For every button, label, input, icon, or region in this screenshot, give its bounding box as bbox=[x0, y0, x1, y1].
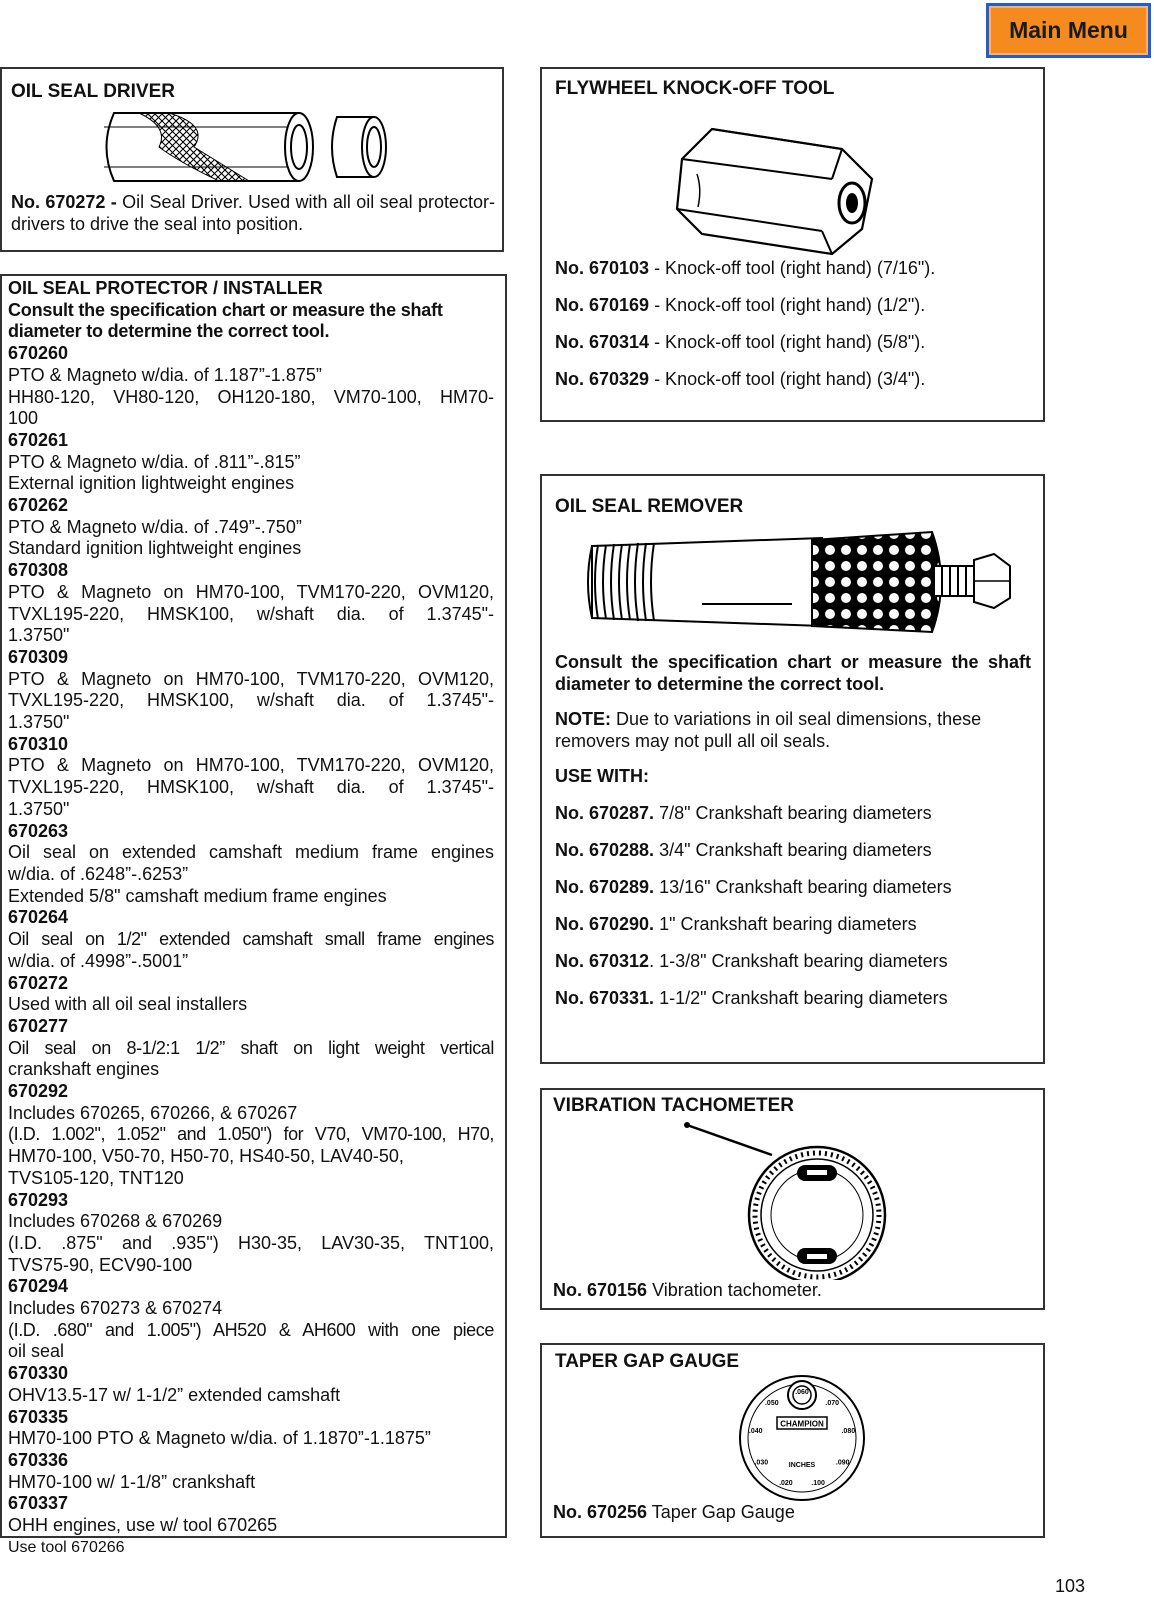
remover-use-with: USE WITH: bbox=[555, 765, 649, 786]
vibration-part-no: No. 670156 bbox=[553, 1280, 648, 1300]
protector-part-number: 670293 bbox=[8, 1189, 69, 1210]
protector-entry-line: 1.3750" bbox=[8, 798, 70, 819]
taper-text: Taper Gap Gauge bbox=[647, 1502, 795, 1522]
remover-note bbox=[555, 709, 1031, 752]
oil-seal-remover-panel bbox=[540, 474, 1045, 1064]
protector-entry-line: (I.D. 1.002", 1.052" and 1.050") for V70, VM70-100, H70, bbox=[8, 1124, 494, 1145]
flywheel-part-no: No. 670169 bbox=[555, 295, 650, 315]
protector-part-number: 670261 bbox=[8, 429, 69, 450]
taper-scale-label: .070 bbox=[825, 1400, 840, 1407]
protector-part-number: 670330 bbox=[8, 1363, 69, 1384]
protector-entry-line: PTO & Magneto w/dia. of .749”-.750” bbox=[8, 516, 302, 537]
protector-entry-line: PTO & Magneto w/dia. of .811”-.815” bbox=[8, 451, 301, 472]
protector-part-number: 670336 bbox=[8, 1449, 69, 1470]
protector-entry-line: HM70-100 PTO & Magneto w/dia. of 1.1870”-1.1875” bbox=[8, 1428, 431, 1449]
main-menu-button[interactable]: Main Menu bbox=[986, 3, 1151, 58]
protector-entry-line: TVXL195-220, HMSK100, w/shaft dia. of 1.3745"- bbox=[8, 603, 494, 624]
flywheel-part-no: No. 670103 bbox=[555, 258, 650, 278]
remover-part-no: No. 670288. bbox=[555, 839, 655, 860]
protector-entry-line: w/dia. of .6248”-.6253” bbox=[8, 863, 189, 884]
protector-entry-line: Used with all oil seal installers bbox=[8, 994, 248, 1015]
taper-part-no: No. 670256 bbox=[553, 1502, 648, 1522]
taper-title: TAPER GAP GAUGE bbox=[555, 1351, 740, 1372]
oil-seal-protector-panel bbox=[0, 274, 507, 1556]
remover-items-list bbox=[555, 802, 1031, 1009]
remover-note-text: Due to variations in oil seal dimensions, these removers may not pull all oil seals. bbox=[555, 709, 982, 752]
protector-entry-line: TVXL195-220, HMSK100, w/shaft dia. of 1.3745"- bbox=[8, 777, 494, 798]
flywheel-items-list bbox=[555, 257, 1035, 405]
remover-item-text: 1" Crankshaft bearing diameters bbox=[654, 913, 917, 934]
remover-part-no: No. 670312 bbox=[555, 950, 650, 971]
remover-body bbox=[555, 652, 1031, 1024]
flywheel-item-text: - Knock-off tool (right hand) (3/4"). bbox=[649, 369, 926, 389]
protector-entry-line: HH80-120, VH80-120, OH120-180, VM70-100, HM70- bbox=[8, 386, 494, 407]
taper-scale-label: .040 bbox=[748, 1427, 763, 1435]
protector-part-number: 670335 bbox=[8, 1406, 69, 1427]
taper-gap-gauge-panel bbox=[540, 1343, 1045, 1538]
protector-entry-line: Extended 5/8" camshaft medium frame engines bbox=[8, 885, 387, 906]
taper-scale-label: .080 bbox=[841, 1427, 856, 1435]
protector-part-number: 670308 bbox=[8, 560, 69, 581]
flywheel-item bbox=[555, 331, 1035, 353]
vibration-tachometer-panel bbox=[540, 1088, 1045, 1310]
flywheel-item bbox=[555, 368, 1035, 390]
protector-entry-line: OHH engines, use w/ tool 670265 bbox=[8, 1515, 278, 1536]
vibration-caption bbox=[553, 1280, 822, 1302]
protector-entry-line: OHV13.5-17 w/ 1-1/2” extended camshaft bbox=[8, 1384, 341, 1405]
protector-entry-line: TVS105-120, TNT120 bbox=[8, 1167, 184, 1188]
remover-part-no: No. 670331. bbox=[555, 987, 655, 1008]
protector-entry-line: Includes 670268 & 670269 bbox=[8, 1211, 223, 1232]
remover-part-no: No. 670289. bbox=[555, 876, 655, 897]
protector-entries-list bbox=[8, 343, 494, 1537]
protector-part-number: 670277 bbox=[8, 1015, 69, 1036]
protector-part-number: 670309 bbox=[8, 646, 69, 667]
remover-consult: Consult the specification chart or measure the shaft diameter to determine the correct tool. bbox=[555, 652, 1031, 694]
flywheel-knockoff-illustration bbox=[672, 119, 892, 259]
remover-note-label: NOTE: bbox=[555, 709, 611, 730]
remover-part-no: No. 670287. bbox=[555, 802, 655, 823]
flywheel-item-text: - Knock-off tool (right hand) (7/16"). bbox=[649, 258, 936, 278]
protector-subtitle: Consult the specification chart or measure the shaft diameter to determine the correct tool. bbox=[8, 299, 443, 342]
remover-item-text: 1-1/2" Crankshaft bearing diameters bbox=[654, 987, 948, 1008]
oil-seal-driver-illustration bbox=[99, 107, 399, 187]
remover-part-no: No. 670290. bbox=[555, 913, 655, 934]
oil-seal-driver-text: Oil Seal Driver. Used with all oil seal protector-drivers to drive the seal into position. bbox=[11, 192, 495, 234]
protector-entry-line: crankshaft engines bbox=[8, 1059, 160, 1080]
protector-entry-line: External ignition lightweight engines bbox=[8, 473, 295, 494]
protector-part-number: 670272 bbox=[8, 972, 69, 993]
protector-part-number: 670264 bbox=[8, 907, 69, 928]
protector-part-number: 670292 bbox=[8, 1081, 69, 1102]
protector-entry-line: oil seal bbox=[8, 1341, 65, 1362]
taper-gap-gauge-illustration bbox=[732, 1373, 872, 1503]
flywheel-knockoff-panel bbox=[540, 67, 1045, 422]
remover-item-text: 7/8" Crankshaft bearing diameters bbox=[654, 802, 932, 823]
taper-caption bbox=[553, 1502, 795, 1524]
oil-seal-driver-title: OIL SEAL DRIVER bbox=[11, 81, 175, 102]
flywheel-part-no: No. 670329 bbox=[555, 369, 650, 389]
protector-entry-line: 100 bbox=[8, 408, 39, 429]
remover-title: OIL SEAL REMOVER bbox=[555, 496, 744, 517]
protector-entry-line: PTO & Magneto on HM70-100, TVM170-220, OVM120, bbox=[8, 581, 494, 602]
oil-seal-driver-part-no: No. 670272 - bbox=[11, 192, 117, 212]
protector-part-number: 670310 bbox=[8, 733, 69, 754]
protector-entry-line: (I.D. .875" and .935") H30-35, LAV30-35, TNT100, bbox=[8, 1232, 494, 1253]
flywheel-title: FLYWHEEL KNOCK-OFF TOOL bbox=[555, 78, 835, 99]
protector-entry-line: Includes 670273 & 670274 bbox=[8, 1298, 223, 1319]
flywheel-item-text: - Knock-off tool (right hand) (5/8"). bbox=[649, 332, 926, 352]
taper-units-text: INCHES bbox=[788, 1462, 816, 1469]
protector-entry-line: HM70-100 w/ 1-1/8” crankshaft bbox=[8, 1471, 256, 1492]
protector-entry-line: 1.3750" bbox=[8, 625, 70, 646]
remover-item-text: 3/4" Crankshaft bearing diameters bbox=[654, 839, 932, 860]
remover-item-text: . 1-3/8" Crankshaft bearing diameters bbox=[649, 950, 948, 971]
protector-entry-line: PTO & Magneto on HM70-100, TVM170-220, OVM120, bbox=[8, 668, 494, 689]
protector-title: OIL SEAL PROTECTOR / INSTALLER bbox=[8, 278, 323, 298]
protector-part-number: 670337 bbox=[8, 1493, 69, 1514]
protector-entry-line: Oil seal on extended camshaft medium frame engines bbox=[8, 842, 494, 863]
protector-entry-line: Oil seal on 1/2" extended camshaft small frame engines bbox=[8, 929, 494, 950]
protector-entry-line: Includes 670265, 670266, & 670267 bbox=[8, 1102, 298, 1123]
protector-entry-line: TVXL195-220, HMSK100, w/shaft dia. of 1.3745"- bbox=[8, 690, 494, 711]
oil-seal-driver-description bbox=[11, 192, 495, 235]
protector-entry-line: Standard ignition lightweight engines bbox=[8, 538, 302, 559]
remover-item bbox=[555, 802, 1031, 824]
flywheel-item bbox=[555, 294, 1035, 316]
taper-scale-label: .100 bbox=[811, 1480, 825, 1488]
protector-part-number: 670262 bbox=[8, 495, 69, 516]
flywheel-item bbox=[555, 257, 1035, 279]
taper-scale-label: .050 bbox=[764, 1400, 779, 1407]
protector-part-number: 670263 bbox=[8, 820, 69, 841]
protector-part-number: 670294 bbox=[8, 1276, 69, 1297]
page-number: 103 bbox=[1055, 1576, 1086, 1596]
protector-entry-line: w/dia. of .4998”-.5001” bbox=[8, 950, 189, 971]
protector-footer: Use tool 670266 bbox=[8, 1538, 125, 1556]
vibration-text: Vibration tachometer. bbox=[647, 1280, 822, 1300]
taper-scale-label: .020 bbox=[779, 1480, 793, 1488]
remover-item bbox=[555, 876, 1031, 898]
protector-part-number: 670260 bbox=[8, 343, 69, 364]
protector-entry-line: Oil seal on 8-1/2:1 1/2” shaft on light weight vertical bbox=[8, 1037, 494, 1058]
protector-entry-line: PTO & Magneto w/dia. of 1.187”-1.875” bbox=[8, 364, 322, 385]
vibration-tachometer-illustration bbox=[682, 1120, 912, 1280]
oil-seal-driver-panel bbox=[0, 67, 504, 252]
remover-item-text: 13/16" Crankshaft bearing diameters bbox=[654, 876, 952, 897]
taper-brand-text: CHAMPION bbox=[780, 1419, 824, 1429]
protector-entry-line: (I.D. .680" and 1.005") AH520 & AH600 with one piece bbox=[8, 1319, 494, 1340]
flywheel-item-text: - Knock-off tool (right hand) (1/2"). bbox=[649, 295, 926, 315]
vibration-title: VIBRATION TACHOMETER bbox=[553, 1095, 795, 1116]
remover-item bbox=[555, 950, 1031, 972]
taper-scale-label: .090 bbox=[835, 1459, 850, 1467]
oil-seal-remover-illustration bbox=[582, 526, 1022, 636]
remover-item bbox=[555, 839, 1031, 861]
protector-entry-line: 1.3750" bbox=[8, 712, 70, 733]
taper-scale-label: .060 bbox=[795, 1389, 809, 1396]
protector-entry-line: HM70-100, V50-70, H50-70, HS40-50, LAV40-50, bbox=[8, 1146, 404, 1167]
remover-item bbox=[555, 913, 1031, 935]
protector-entry-line: TVS75-90, ECV90-100 bbox=[8, 1254, 193, 1275]
oil-seal-protector-content bbox=[8, 278, 494, 1558]
remover-item bbox=[555, 987, 1031, 1009]
taper-scale-label: .030 bbox=[754, 1459, 769, 1467]
flywheel-part-no: No. 670314 bbox=[555, 332, 650, 352]
protector-entry-line: PTO & Magneto on HM70-100, TVM170-220, OVM120, bbox=[8, 755, 494, 776]
